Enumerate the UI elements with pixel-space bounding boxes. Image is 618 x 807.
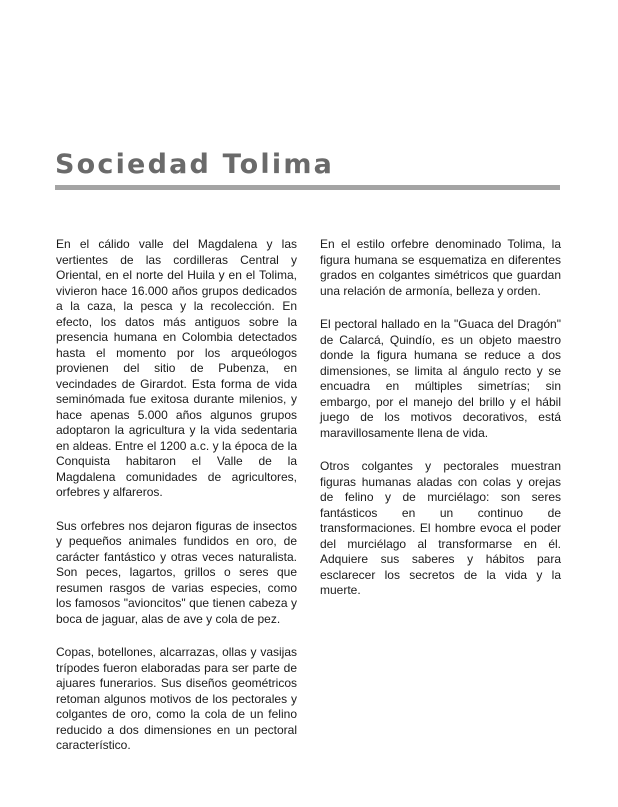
right-column (320, 237, 561, 617)
paragraph-colgantes: Otros colgantes y pectorales muestran figuras humanas aladas con colas y orejas de felino y de murciélago: son seres fantásticos en un continuo de transformaciones. El hombre evoca el poder del murciélago al transformarse en él. Adquiere sus saberes y hábitos para esclarecer los secretos de la vida y la muerte. (320, 459, 561, 597)
left-column (56, 237, 297, 772)
page-title: Sociedad Tolima (55, 149, 335, 180)
paragraph-orfebres: Sus orfebres nos dejaron figuras de insectos y pequeños animales fundidos en oro, de carácter fantástico y otras veces naturalista. Son peces, lagartos, grillos o seres que resumen rasgos de varias especies, como los famosos "avioncitos" que tienen cabeza y boca de jaguar, alas de ave y cola de pez. (56, 518, 297, 626)
paragraph-intro: En el cálido valle del Magdalena y las vertientes de las cordilleras Central y Oriental, en el norte del Huila y en el Tolima, vivieron hace 16.000 años grupos dedicados a la caza, la pesca y la recolección. En efecto, los datos más antiguos sobre la presencia humana en Colombia detectados hasta el momento por los arqueólogos provienen del sitio de Pubenza, en vecindades de Girardot. Esta forma de vida seminómada fue exitosa durante milenios, y hace apenas 5.000 años algunos grupos adoptaron la agricultura y la vida sedentaria en aldeas. Entre el 1200 a.c. y la época de la Conquista habitaron el Valle de la Magdalena comunidades de agricultores, orfebres y alfareros. (56, 237, 297, 499)
paragraph-pectoral-dragon: El pectoral hallado en la "Guaca del Dragón" de Calarcá, Quindío, es un objeto maestro donde la figura humana se reduce a dos dimensiones, se limita al ángulo recto y se encuadra en múltiples simetrías; sin embargo, por el manejo del brillo y el hábil juego de los motivos decorativos, está maravillosamente llena de vida. (320, 317, 561, 440)
paragraph-estilo-tolima: En el estilo orfebre denominado Tolima, la figura humana se esquematiza en diferentes grados en colgantes simétricos que guardan una relación de armonía, belleza y orden. (320, 237, 561, 298)
title-underline-rule (55, 185, 560, 190)
paragraph-ceramica: Copas, botellones, alcarrazas, ollas y vasijas trípodes fueron elaboradas para ser parte de ajuares funerarios. Sus diseños geométricos retoman algunos motivos de los pectorales y colgantes de oro, como la cola de un felino reducido a dos dimensiones en un pectoral característico. (56, 645, 297, 752)
